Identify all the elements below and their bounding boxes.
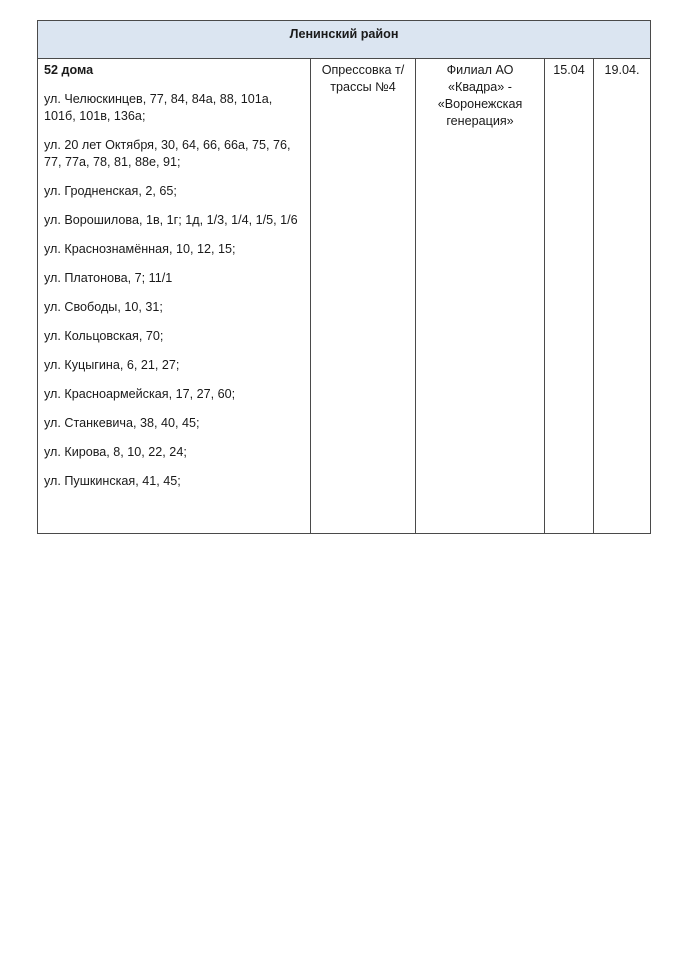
work-type-cell: Опрессовка т/трассы №4: [311, 59, 416, 534]
house-count: 52 дома: [44, 63, 94, 77]
address-item: ул. Красноармейская, 17, 27, 60;: [44, 387, 236, 401]
address-item: ул. Пушкинская, 41, 45;: [44, 474, 181, 488]
organization-cell: Филиал АО «Квадра» - «Воронежская генерация»: [416, 59, 545, 534]
address-item: ул. Станкевича, 38, 40, 45;: [44, 416, 200, 430]
address-item: ул. Гродненская, 2, 65;: [44, 184, 177, 198]
start-date-cell: 15.04: [545, 59, 594, 534]
address-item: ул. Кольцовская, 70;: [44, 329, 164, 343]
address-item: ул. Челюскинцев, 77, 84, 84а, 88, 101а, 101б, 101в, 136а;: [44, 92, 273, 123]
address-item: ул. Краснознамённая, 10, 12, 15;: [44, 242, 236, 256]
district-title: Ленинский район: [38, 21, 651, 59]
district-header-row: [38, 21, 651, 59]
address-item: ул. Ворошилова, 1в, 1г; 1д, 1/3, 1/4, 1/5, 1/6: [44, 213, 298, 227]
outage-schedule-table: [37, 20, 651, 534]
table-row: [38, 59, 651, 534]
address-item: ул. Свободы, 10, 31;: [44, 300, 163, 314]
address-item: ул. Платонова, 7; 11/1: [44, 271, 173, 285]
address-item: ул. Куцыгина, 6, 21, 27;: [44, 358, 180, 372]
address-item: ул. 20 лет Октября, 30, 64, 66, 66а, 75, 76, 77, 77а, 78, 81, 88е, 91;: [44, 138, 291, 169]
address-cell: [38, 59, 311, 534]
address-item: ул. Кирова, 8, 10, 22, 24;: [44, 445, 187, 459]
end-date-cell: 19.04.: [594, 59, 651, 534]
